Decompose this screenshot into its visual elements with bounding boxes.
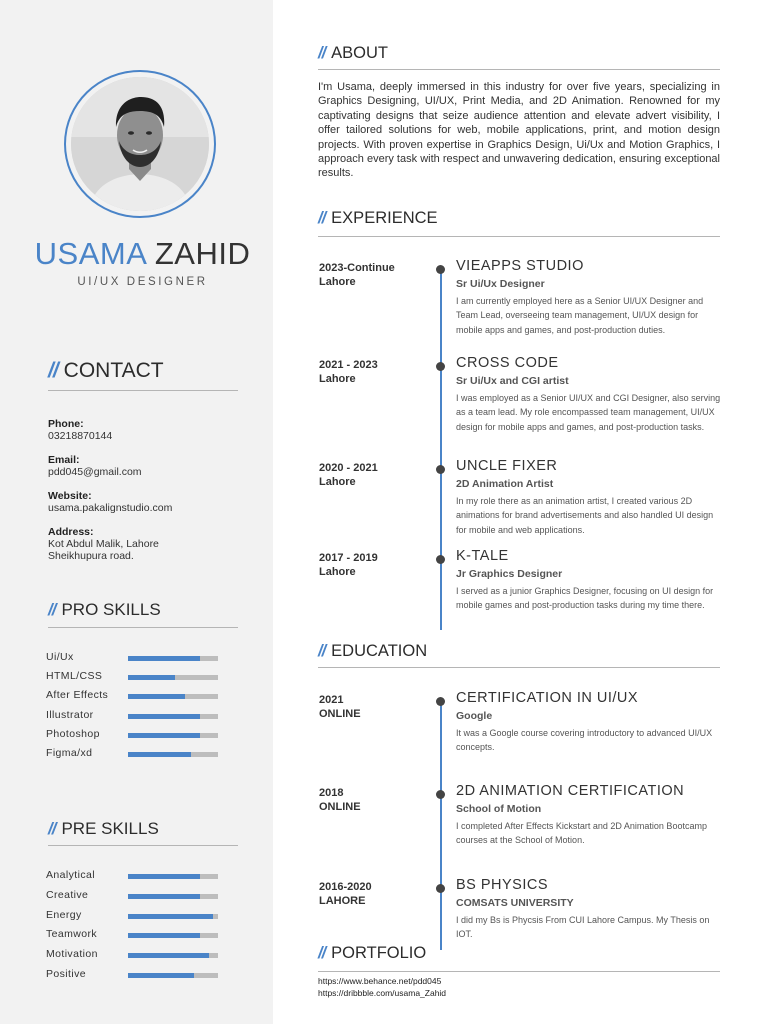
education-entry [0,877,768,980]
skill-name: Positive [46,968,86,980]
pre-skills-heading: // PRE SKILLS [48,819,159,838]
skill-name: Photoshop [46,727,100,740]
experience-entry [0,548,768,651]
profile-photo-frame [64,70,216,218]
entry-date-range: 2017 - 2019 [319,552,378,564]
experience-entry [0,355,768,458]
entry-date-range: 2016-2020 [319,881,372,893]
skill-name: Analytical [46,869,95,881]
entry-subtitle: School of Motion [456,803,542,815]
portfolio-link-dribbble[interactable]: https://dribbble.com/usama_Zahid [318,988,447,998]
entry-subtitle: Sr Ui/Ux and CGI artist [456,375,569,387]
skill-name: HTML/CSS [46,670,103,683]
entry-subtitle: COMSATS UNIVERSITY [456,897,574,909]
slash-mark: // [318,209,326,227]
entry-date-range: 2020 - 2021 [319,462,378,474]
entry-subtitle: Jr Graphics Designer [456,568,563,580]
skill-bar-track [128,656,218,661]
entry-title: UNCLE FIXER [456,458,558,474]
timeline-dot [436,362,445,371]
entry-date [319,880,372,908]
entry-date-range: 2018 [319,787,344,799]
last-name: ZAHID [154,236,251,271]
entry-date-range: 2021 - 2023 [319,359,378,371]
entry-subtitle: Sr Ui/Ux Designer [456,278,545,290]
about-divider [318,69,720,70]
skill-bar-track [128,675,218,680]
slash-mark: // [318,44,326,62]
phone-label: Phone: [48,418,84,430]
entry-title: CERTIFICATION IN UI/UX [456,690,639,706]
education-heading: // EDUCATION [318,642,428,660]
entry-date-range: 2021 [319,694,344,706]
entry-description: I did my Bs is Phycsis From CUI Lahore Campus. My Thesis on IOT. [456,915,710,940]
slash-mark: // [318,944,326,962]
address-line-2: Sheikhupura road. [48,550,134,562]
website-value[interactable]: usama.pakalignstudio.com [48,502,173,514]
timeline-dot [436,790,445,799]
email-value[interactable]: pdd045@gmail.com [48,466,142,478]
skill-name: Teamwork [46,928,98,941]
entry-location: Lahore [319,566,356,578]
skill-name: Creative [46,888,89,901]
entry-date [319,461,378,489]
entry-subtitle: Google [456,710,493,722]
phone-value: 03218870144 [48,430,113,442]
experience-entry [0,258,768,361]
entry-date [319,261,395,289]
entry-location: LAHORE [319,895,366,907]
slash-mark: // [48,819,56,838]
slash-mark: // [48,600,56,619]
skill-name: Figma/xd [46,747,93,759]
pro-skills-heading: // PRO SKILLS [48,600,161,619]
entry-description: It was a Google course covering introductory to advanced UI/UX concepts. [456,728,713,753]
entry-location: ONLINE [319,708,361,720]
entry-description: In my role there as an animation artist, I created various 2D animations for brand advertisements and also handled UI design for mobile and web applications. [456,496,714,535]
education-entry [0,783,768,886]
timeline-dot [436,884,445,893]
entry-description: I am currently employed here as a Senior UI/UX Designer and Team Lead, overseeing team management, UI/UX design for mobile apps and games, and post-production duties. [456,296,704,335]
education-entry [0,690,768,793]
portfolio-link-behance[interactable]: https://www.behance.net/pdd045 [318,976,442,986]
slash-mark: // [48,359,58,382]
entry-title: BS PHYSICS [456,877,549,893]
skill-bar-fill [128,656,200,661]
skill-name: Energy [46,908,82,921]
experience-heading: // EXPERIENCE [318,209,438,227]
entry-location: ONLINE [319,801,361,813]
first-name: USAMA [34,236,146,271]
skill-name: Illustrator [46,708,94,721]
portfolio-heading: // PORTFOLIO [318,944,427,962]
skill-name: Ui/Ux [46,651,74,663]
timeline-dot [436,555,445,564]
entry-description: I completed After Effects Kickstart and 2D Animation Bootcamp courses at the School of Motion. [456,821,707,846]
entry-description: I served as a junior Graphics Designer, focusing on UI design for mobile games and post-production tasks during my time there. [456,586,714,611]
entry-title: CROSS CODE [456,355,559,371]
timeline-dot [436,697,445,706]
entry-title: 2D ANIMATION CERTIFICATION [456,783,685,799]
slash-mark: // [318,642,326,660]
skill-row [46,651,226,665]
portfolio-divider [318,971,720,972]
about-paragraph: I'm Usama, deeply immersed in this industry for over five years, specializing in Graphics Designing, UI/UX, Print Media, and 2D Animation. Renowned for my captivating designs that seize audience attention and elevate advert visibility, I offer tailored solutions for web, mobile applications, print, and motion design projects. With proven expertise in Graphics Design, Ui/Ux and Motion Graphics, I approach every task with respect and unwavering dedication, ensuring exceptional results. [318,81,720,180]
about-heading: // ABOUT [318,44,389,62]
profile-photo [71,77,209,211]
entry-date [319,358,378,386]
skill-name: Motivation [46,948,98,961]
skill-name: After Effects [46,689,109,702]
email-label: Email: [48,454,80,466]
entry-date [319,693,361,721]
skill-row [46,670,226,684]
contact-heading: // CONTACT [48,359,164,382]
timeline-dot [436,265,445,274]
website-label: Website: [48,490,92,502]
entry-title: VIEAPPS STUDIO [456,258,584,274]
entry-date [319,551,378,579]
experience-divider [318,236,720,237]
entry-subtitle: 2D Animation Artist [456,478,554,490]
entry-date-range: 2023-Continue [319,262,395,274]
job-title: UI/UX DESIGNER [77,276,208,288]
entry-date [319,786,361,814]
skill-bar-fill [128,675,175,680]
entry-location: Lahore [319,476,356,488]
address-label: Address: [48,526,94,538]
entry-title: K-TALE [456,548,509,564]
timeline-dot [436,465,445,474]
entry-location: Lahore [319,276,356,288]
portrait-illustration [71,77,209,211]
education-divider [318,667,720,668]
entry-location: Lahore [319,373,356,385]
entry-description: I was employed as a Senior UI/UX and CGI Designer, also serving as a team lead. My role encompassed team management, UI/UX design for mobile apps and games, and post-production tasks. [456,393,721,432]
address-line-1: Kot Abdul Malik, Lahore [48,538,159,550]
